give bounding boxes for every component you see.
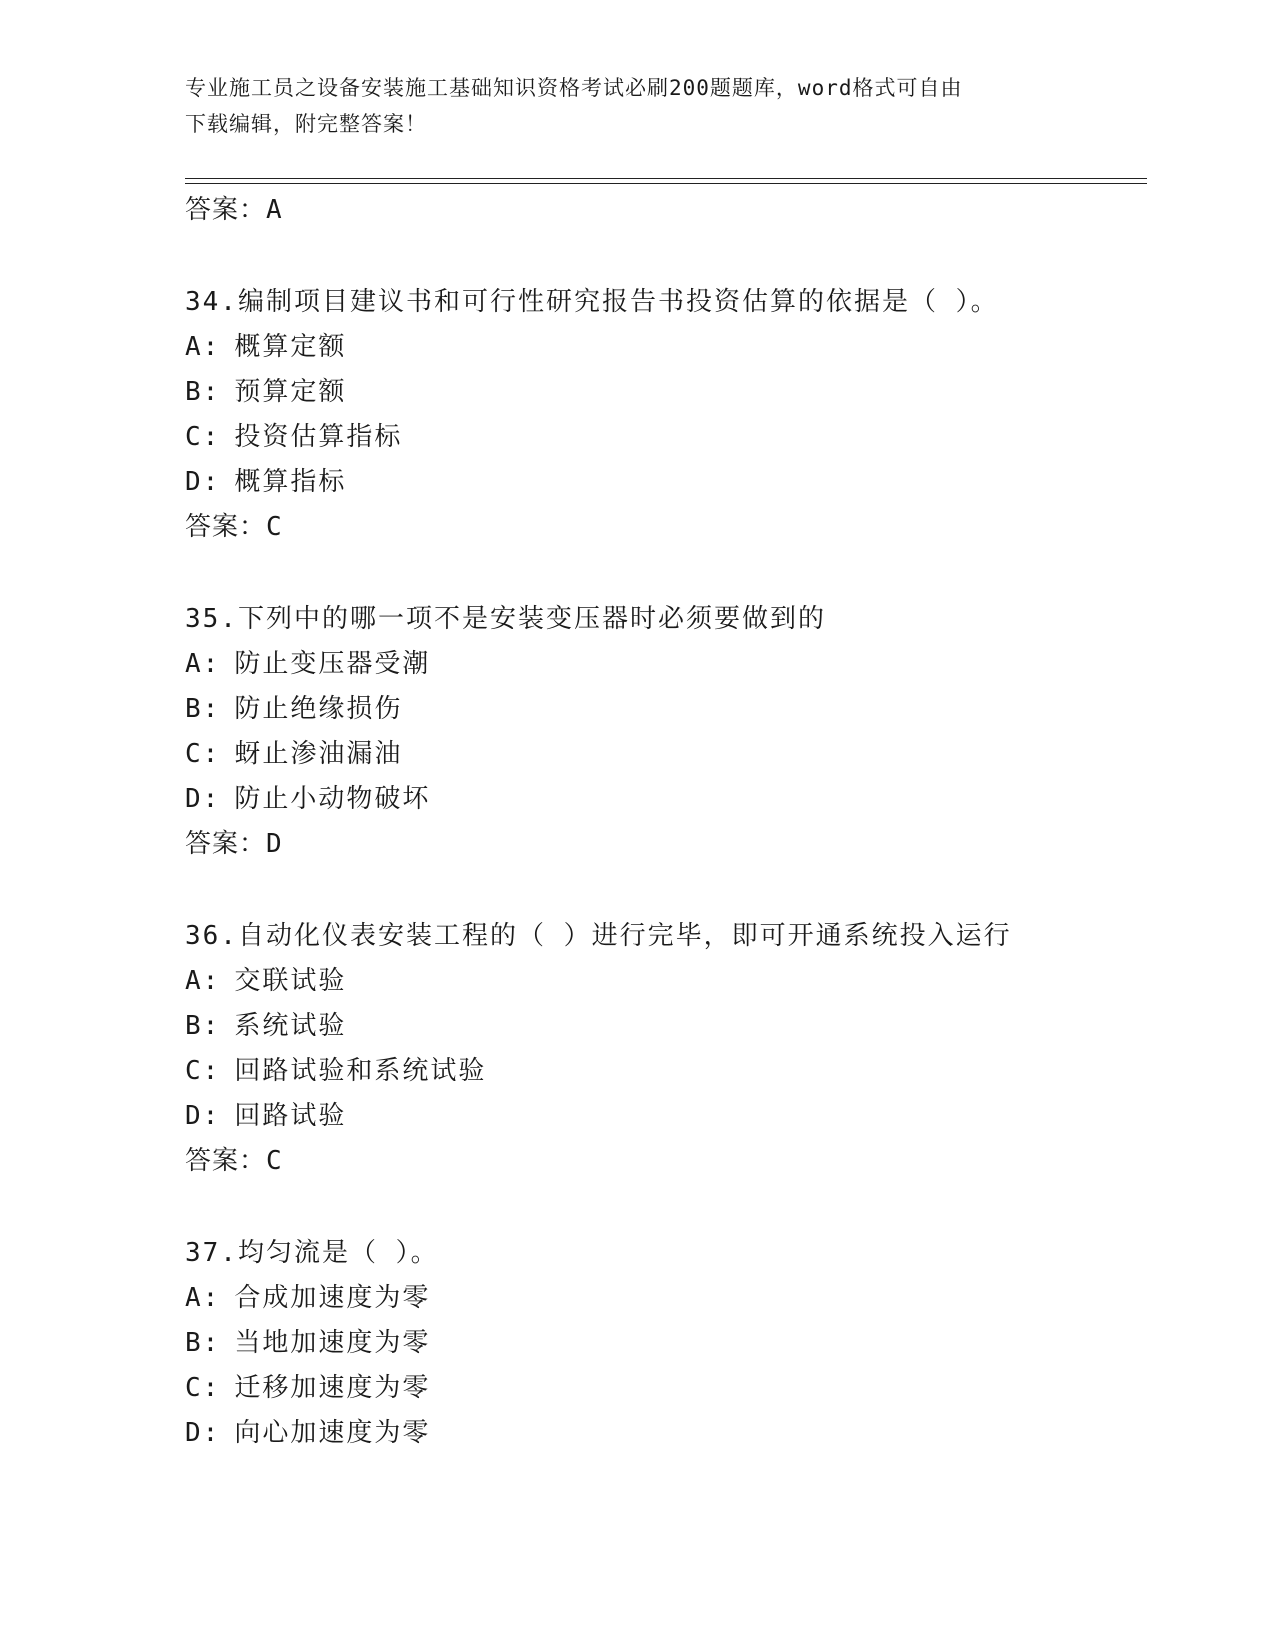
option-text: 迁移加速度为零 (234, 1373, 431, 1403)
question-list (185, 188, 1145, 1456)
question-block (185, 1231, 1145, 1456)
option-a (185, 642, 1145, 687)
document-header (185, 70, 1085, 142)
option-text: 系统试验 (234, 1011, 347, 1041)
option-text: 回路试验 (234, 1101, 347, 1131)
answer-line: 答案：C (185, 512, 283, 542)
option-text: 防止变压器受潮 (234, 649, 431, 679)
header-rule-bottom (185, 183, 1147, 184)
option-text: 回路试验和系统试验 (234, 1056, 487, 1086)
header-line-1: 专业施工员之设备安装施工基础知识资格考试必刷200题题库，word格式可自由 (185, 76, 963, 100)
option-key: D: (185, 1418, 221, 1448)
question-block (185, 914, 1145, 1184)
option-b (185, 370, 1145, 415)
option-text: 合成加速度为零 (234, 1283, 431, 1313)
option-key: C: (185, 739, 221, 769)
option-text: 预算定额 (234, 377, 347, 407)
answer-line: 答案：C (185, 1146, 283, 1176)
option-key: B: (185, 694, 221, 724)
answer-line: 答案：D (185, 829, 283, 859)
option-c (185, 732, 1145, 777)
option-key: A: (185, 1283, 221, 1313)
answer-line: 答案：A (185, 195, 283, 225)
option-key: A: (185, 332, 221, 362)
option-b (185, 1321, 1145, 1366)
question-block (185, 597, 1145, 867)
option-text: 防止绝缘损伤 (234, 694, 403, 724)
option-c (185, 415, 1145, 460)
question-stem: 36.自动化仪表安装工程的（ ）进行完毕，即可开通系统投入运行 (185, 921, 1012, 951)
question-block (185, 280, 1145, 550)
option-key: D: (185, 467, 221, 497)
header-line-2: 下载编辑，附完整答案！ (185, 112, 427, 136)
option-d (185, 1411, 1145, 1456)
option-key: B: (185, 1011, 221, 1041)
option-text: 概算定额 (234, 332, 347, 362)
option-key: A: (185, 649, 221, 679)
option-b (185, 687, 1145, 732)
option-text: 投资估算指标 (234, 422, 403, 452)
option-d (185, 777, 1145, 822)
option-key: A: (185, 966, 221, 996)
option-b (185, 1004, 1145, 1049)
option-key: B: (185, 377, 221, 407)
option-key: C: (185, 1056, 221, 1086)
option-d (185, 460, 1145, 505)
option-text: 交联试验 (234, 966, 347, 996)
question-stem: 34.编制项目建议书和可行性研究报告书投资估算的依据是（ ）。 (185, 287, 999, 317)
option-c (185, 1049, 1145, 1094)
option-a (185, 1276, 1145, 1321)
option-text: 蚜止渗油漏油 (234, 739, 403, 769)
option-key: D: (185, 1101, 221, 1131)
question-stem: 35.下列中的哪一项不是安装变压器时必须要做到的 (185, 604, 826, 634)
option-d (185, 1094, 1145, 1139)
option-a (185, 325, 1145, 370)
option-key: D: (185, 784, 221, 814)
option-key: B: (185, 1328, 221, 1358)
option-key: C: (185, 422, 221, 452)
header-rule-top (185, 178, 1147, 179)
option-key: C: (185, 1373, 221, 1403)
option-a (185, 959, 1145, 1004)
option-c (185, 1366, 1145, 1411)
question-stem: 37.均匀流是（ ）。 (185, 1238, 439, 1268)
option-text: 向心加速度为零 (234, 1418, 431, 1448)
option-text: 概算指标 (234, 467, 347, 497)
option-text: 防止小动物破坏 (234, 784, 431, 814)
option-text: 当地加速度为零 (234, 1328, 431, 1358)
